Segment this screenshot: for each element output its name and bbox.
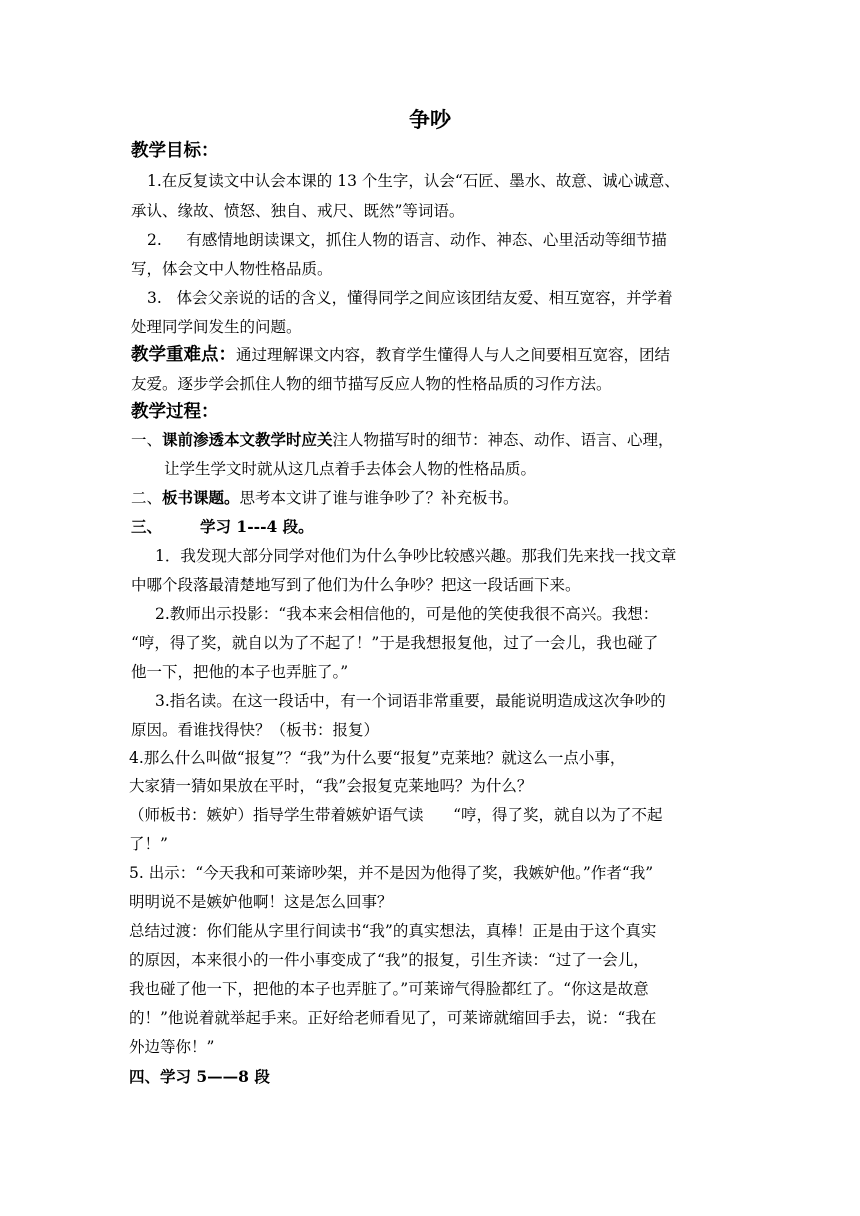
key-points-heading: 教学重难点：: [131, 345, 236, 365]
summary-line: 的！”他说着就举起手来。正好给老师看见了，可莱谛就缩回手去，说：“我在: [129, 1009, 657, 1027]
para-4-line: （师板书：嫉妒）指导学生带着嫉妒语气读 “哼，得了奖，就自以为了不起: [129, 806, 663, 824]
objective-line: 承认、缘故、愤怒、独自、戒尺、既然”等词语。: [131, 202, 465, 220]
para-3-line: 原因。看谁找得快？（板书：报复）: [131, 721, 380, 739]
step-1-bold: 课前渗透本文教学时应关: [162, 430, 333, 449]
summary-line: 外边等你！”: [129, 1038, 215, 1056]
summary-line: 的原因，本来很小的一件小事变成了“我”的报复，引生齐读：“过了一会儿，: [129, 951, 649, 969]
page-title: 争吵: [409, 107, 451, 132]
para-5-line: 明明说不是嫉妒他啊！这是怎么回事？: [129, 893, 393, 911]
para-4-line: 大家猜一猜如果放在平时，“我”会报复克莱地吗？为什么？: [129, 777, 533, 795]
para-2-line: 他一下，把他的本子也弄脏了。”: [131, 663, 349, 681]
step-3-heading: [131, 517, 314, 537]
objective-line: 1.在反复读文中认会本课的 13 个生字，认会“石匠、墨水、故意、诚心诚意、: [147, 172, 680, 190]
para-3-line: 3.指名读。在这一段话中，有一个词语非常重要，最能说明造成这次争吵的: [155, 692, 666, 710]
para-4-line: 了！”: [129, 835, 168, 853]
step-2-text: 思考本文讲了谁与谁争吵了？补充板书。: [239, 489, 519, 507]
para-2-line: 2.教师出示投影：“我本来会相信他的，可是他的笑使我很不高兴。我想：: [155, 605, 659, 623]
objective-line: 写，体会文中人物性格品质。: [131, 260, 333, 278]
para-2-line: “哼，得了奖，就自以为了不起了！”于是我想报复他，过了一会儿，我也碰了: [131, 634, 659, 652]
step-3-title: 学习 1---4 段。: [200, 517, 314, 536]
process-heading: 教学过程：: [131, 402, 219, 422]
objective-line: 2. 有感情地朗读课文，抓住人物的语言、动作、神态、心里活动等细节描: [147, 231, 667, 249]
key-points-line: [131, 343, 670, 367]
para-4-line: 4.那么什么叫做“报复”？“我”为什么要“报复”克莱地？就这么一点小事，: [129, 749, 626, 767]
step-3-label: 三、: [131, 517, 163, 536]
step-2: [131, 488, 519, 508]
para-1-line: 1．我发现大部分同学对他们为什么争吵比较感兴趣。那我们先来找一找文章: [155, 547, 677, 565]
step-1-prefix: 一、: [131, 431, 163, 449]
para-1-line: 中哪个段落最清楚地写到了他们为什么争吵？把这一段话画下来。: [131, 576, 581, 594]
key-points-text: 友爱。逐步学会抓住人物的细节描写反应人物的性格品质的习作方法。: [131, 375, 612, 393]
para-5-line: 5. 出示：“今天我和可莱谛吵架，并不是因为他得了奖，我嫉妒他。”作者“我”: [129, 864, 654, 882]
step-4-heading: [129, 1067, 270, 1087]
step-2-bold: 板书课题。: [162, 488, 240, 507]
objective-line: 处理同学间发生的问题。: [131, 318, 302, 336]
key-points-text: 通过理解课文内容，教育学生懂得人与人之间要相互宽容，团结: [236, 346, 671, 364]
step-1-line2: 让学生学文时就从这几点着手去体会人物的性格品质。: [164, 460, 537, 478]
summary-line: 总结过渡：你们能从字里行间读书“我”的真实想法，真棒！正是由于这个真实: [129, 922, 657, 940]
step-1-text: 注人物描写时的细节：神态、动作、语言、心理，: [332, 431, 674, 449]
objectives-heading: 教学目标：: [131, 141, 219, 161]
step-4-title: 四、学习 5——8 段: [129, 1067, 270, 1086]
step-2-prefix: 二、: [131, 489, 163, 507]
objective-line: 3. 体会父亲说的话的含义，懂得同学之间应该团结友爱、相互宽容，并学着: [147, 289, 673, 307]
step-1: [131, 430, 674, 450]
summary-line: 我也碰了他一下，把他的本子也弄脏了。”可莱谛气得脸都红了。“你这是故意: [129, 980, 649, 998]
